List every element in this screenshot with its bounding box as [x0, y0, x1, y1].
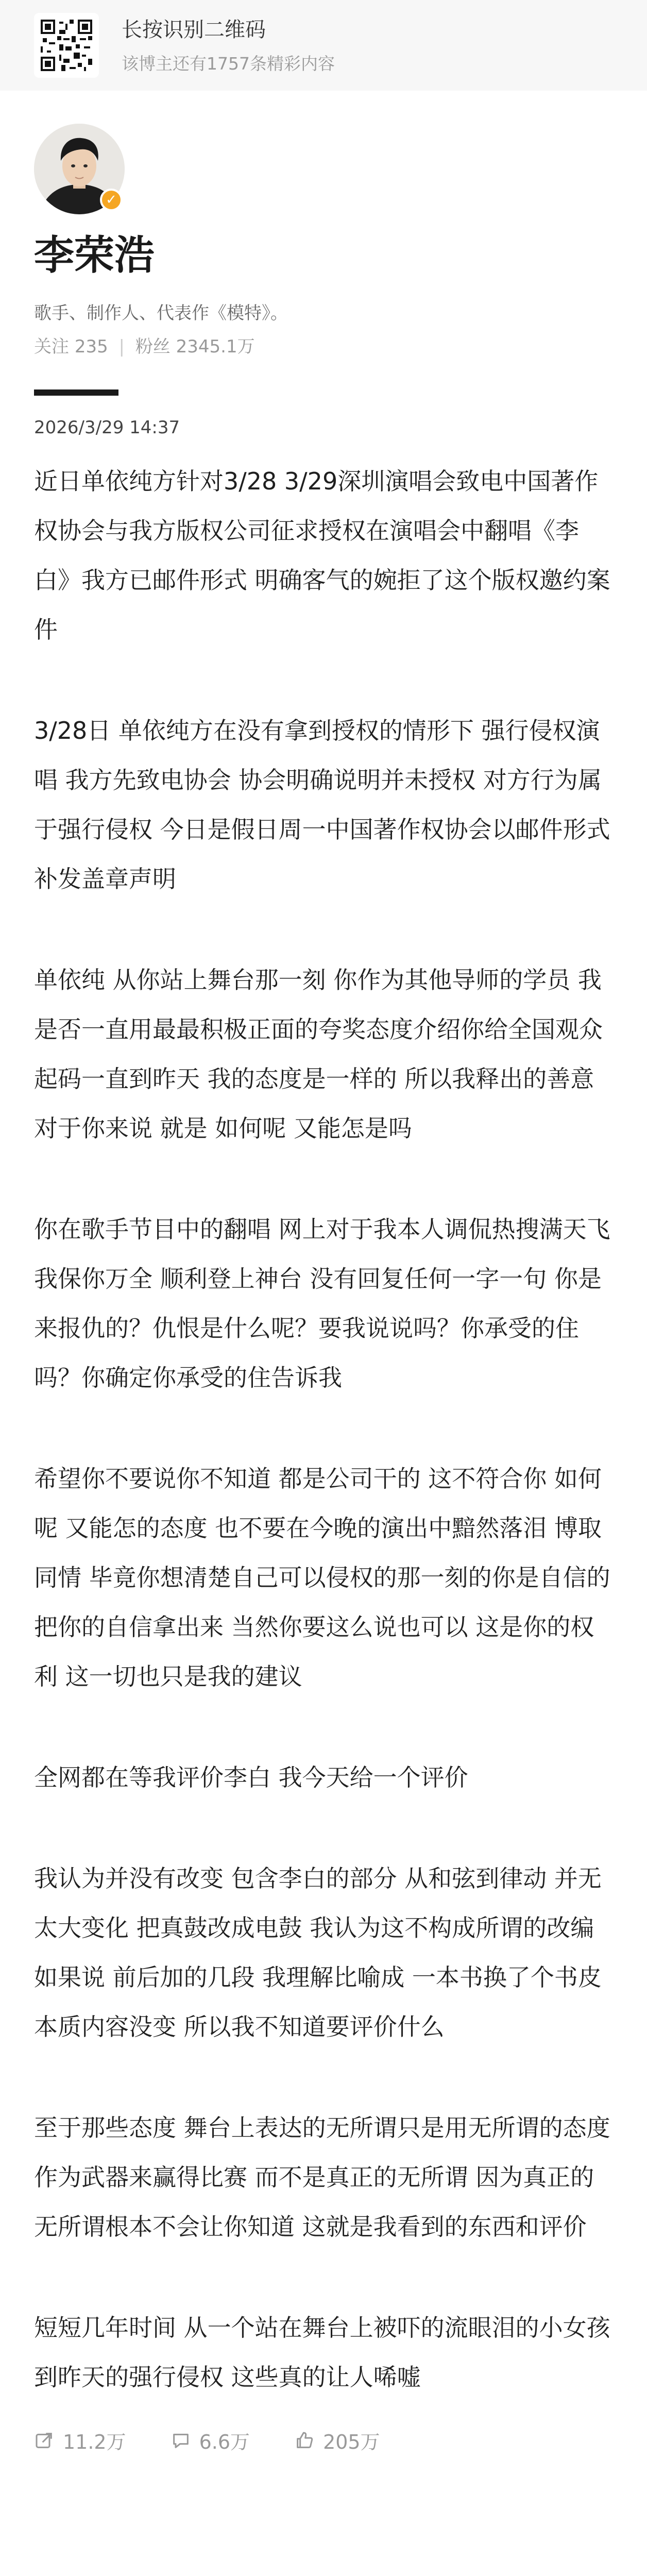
verified-badge-icon: ✓ [100, 189, 123, 211]
section-divider [34, 389, 118, 396]
qr-code-icon [41, 20, 92, 71]
profile-section [0, 91, 647, 358]
post-paragraph: 希望你不要说你不知道 都是公司干的 这不符合你 如何呢 又能怎的态度 也不要在今晚的演出中黯然落泪 博取同情 毕竟你想清楚自己可以侵权的那一刻的你是自信的 把你的自信拿出来 当然你要这么说也可以 这是你的权利 这一切也只是我的建议 [34, 1464, 610, 1690]
user-name[interactable]: 李荣浩 [34, 232, 155, 279]
qr-code-small[interactable] [34, 13, 99, 78]
repost-icon [34, 2430, 55, 2451]
followers-count[interactable]: 2345.1万 [176, 336, 255, 357]
post-paragraph: 我认为并没有改变 包含李白的部分 从和弦到律动 并无太大变化 把真鼓改成电鼓 我认为这不构成所谓的改编 如果说 前后加的几段 我理解比喻成 一本书换了个书皮 本质内容没变 所以我不知道要评价什么 [34, 1864, 602, 2041]
avatar-wrap [34, 124, 125, 214]
comment-icon [171, 2430, 191, 2451]
post-paragraph: 短短几年时间 从一个站在舞台上被吓的流眼泪的小女孩 到昨天的强行侵权 这些真的让人唏嘘 [34, 2313, 610, 2391]
post-paragraph: 至于那些态度 舞台上表达的无所谓只是用无所谓的态度作为武器来赢得比赛 而不是真正的无所谓 因为真正的无所谓根本不会让你知道 这就是我看到的东西和评价 [34, 2113, 610, 2241]
comment-button[interactable] [171, 2426, 250, 2454]
user-stats [34, 332, 613, 358]
followers-label: 粉丝 [135, 336, 171, 357]
like-icon [294, 2430, 315, 2451]
following-label: 关注 [34, 336, 69, 357]
post-paragraph: 3/28日 单依纯方在没有拿到授权的情形下 强行侵权演唱 我方先致电协会 协会明确说明并未授权 对方行为属于强行侵权 今日是假日周一中国著作权协会以邮件形式补发盖章声明 [34, 716, 610, 893]
like-button[interactable] [294, 2426, 380, 2454]
repost-button[interactable] [34, 2426, 126, 2454]
post-paragraph: 你在歌手节目中的翻唱 网上对于我本人调侃热搜满天飞 我保你万全 顺利登上神台 没有回复任何一字一句 你是来报仇的？仇恨是什么呢？要我说说吗？你承受的住吗？你确定你承受的住告诉我 [34, 1215, 610, 1392]
banner-title: 长按识别二维码 [122, 18, 266, 42]
top-banner [0, 0, 647, 91]
repost-count: 11.2万 [63, 2431, 126, 2454]
post-body [0, 456, 647, 2402]
post-actions [0, 2422, 647, 2459]
post-paragraph: 单依纯 从你站上舞台那一刻 你作为其他导师的学员 我是否一直用最最积极正面的夸奖态度介绍你给全国观众 起码一直到昨天 我的态度是一样的 所以我释出的善意对于你来说 就是 如何呢 又能怎是吗 [34, 965, 603, 1142]
banner-text [122, 16, 335, 75]
stats-separator: | [118, 336, 125, 357]
following-count[interactable]: 235 [74, 336, 108, 357]
comment-count: 6.6万 [199, 2431, 250, 2454]
banner-subtitle: 该博主还有1757条精彩内容 [122, 53, 335, 74]
post-paragraph: 近日单依纯方针对3/28 3/29深圳演唱会致电中国著作权协会与我方版权公司征求授权在演唱会中翻唱《李白》我方已邮件形式 明确客气的婉拒了这个版权邀约案件 [34, 467, 610, 643]
post-paragraph: 全网都在等我评价李白 我今天给一个评价 [34, 1763, 468, 1791]
post-date: 2026/3/29 14:37 [34, 417, 180, 438]
like-count: 205万 [323, 2431, 380, 2454]
user-bio: 歌手、制作人、代表作《模特》。 [34, 302, 288, 324]
